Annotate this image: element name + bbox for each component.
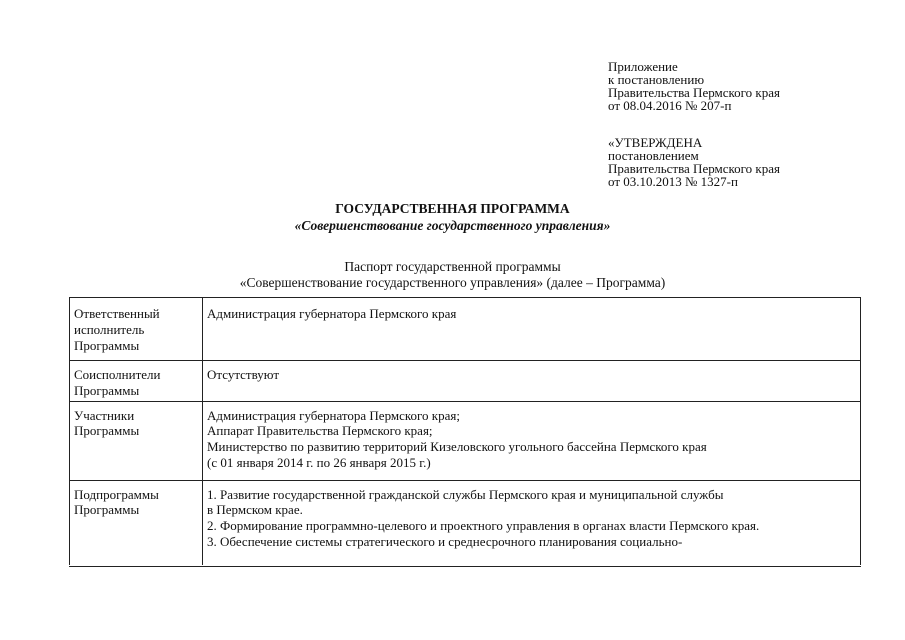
- appendix-line: Приложение: [608, 59, 678, 74]
- label-line: Программы: [74, 382, 140, 398]
- table-row: [70, 298, 861, 361]
- approved-line: постановлением: [608, 148, 699, 163]
- appendix-line: к постановлению: [608, 72, 705, 87]
- row-value-coexecutors: [203, 361, 861, 402]
- value-line: Администрация губернатора Пермского края;: [207, 407, 460, 423]
- label-line: исполнитель: [74, 321, 145, 337]
- passport-heading: Паспорт государственной программы: [344, 259, 561, 274]
- row-label-subprograms: [70, 480, 203, 565]
- approved-block: [608, 136, 780, 188]
- appendix-block: [608, 60, 780, 112]
- value-line: Министерство по развитию территорий Кизеловского угольного бассейна Пермского края: [207, 439, 707, 455]
- value-line: Аппарат Правительства Пермского края;: [207, 423, 433, 439]
- row-value-participants: [203, 401, 861, 480]
- value-line: 3. Обеспечение системы стратегического и среднесрочного планирования социально-: [207, 533, 683, 549]
- approved-line: от 03.10.2013 № 1327-п: [608, 174, 738, 189]
- row-value-subprograms: [203, 480, 861, 565]
- table-row: [70, 480, 861, 565]
- value-line: в Пермском крае.: [207, 502, 303, 518]
- value-line: Отсутствуют: [207, 367, 280, 382]
- appendix-line: от 08.04.2016 № 207-п: [608, 98, 732, 113]
- row-label-participants: [70, 401, 203, 480]
- passport-subheading: «Совершенствование государственного управления» (далее – Программа): [239, 275, 666, 290]
- approved-line: «УТВЕРЖДЕНА: [608, 135, 703, 150]
- program-name: «Совершенствование государственного управления»: [294, 218, 611, 233]
- value-line: 2. Формирование программно-целевого и проектного управления в органах власти Пермского края.: [207, 518, 760, 534]
- label-line: Программы: [74, 502, 140, 518]
- label-line: Соисполнители: [74, 367, 161, 382]
- approved-line: Правительства Пермского края: [608, 161, 780, 176]
- value-line: (с 01 января 2014 г. по 26 января 2015 г.): [207, 454, 431, 470]
- row-label-responsible: [70, 298, 203, 361]
- passport-table: [69, 297, 861, 565]
- value-line: 1. Развитие государственной гражданской службы Пермского края и муниципальной службы: [207, 486, 724, 502]
- table-row: [70, 401, 861, 480]
- table-bottom-rule: [69, 566, 861, 567]
- appendix-line: Правительства Пермского края: [608, 85, 780, 100]
- label-line: Ответственный: [74, 306, 160, 321]
- approval-stamp: [608, 60, 780, 188]
- value-line: Администрация губернатора Пермского края: [207, 306, 457, 321]
- label-line: Подпрограммы: [74, 486, 159, 502]
- label-line: Программы: [74, 423, 140, 439]
- row-label-coexecutors: [70, 361, 203, 402]
- label-line: Программы: [74, 337, 140, 353]
- row-value-responsible: [203, 298, 861, 361]
- program-title: ГОСУДАРСТВЕННАЯ ПРОГРАММА: [335, 201, 570, 216]
- table-row: [70, 361, 861, 402]
- label-line: Участники: [74, 407, 135, 423]
